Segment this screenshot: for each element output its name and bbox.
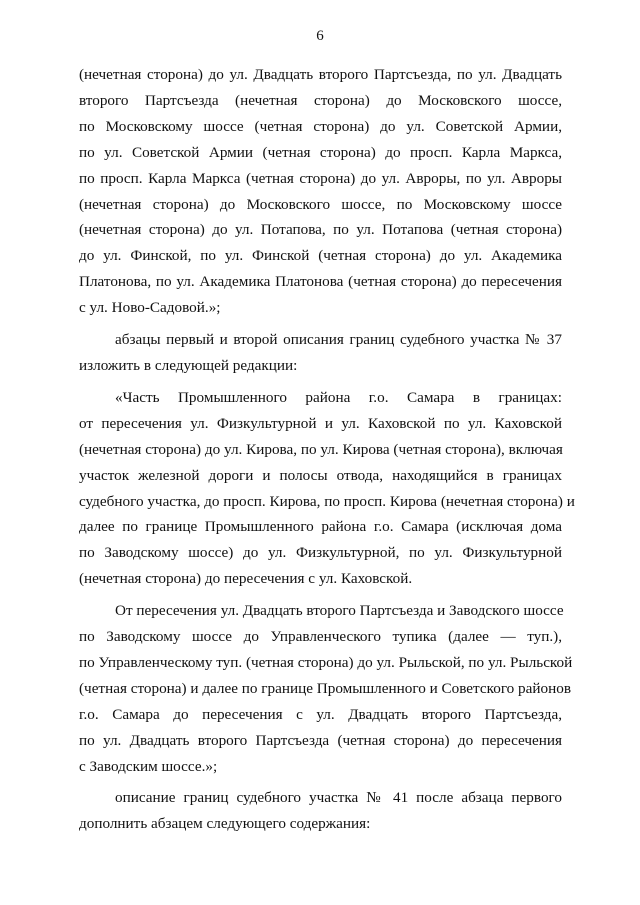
text-line: по просп. Карла Маркса (четная сторона) до ул. Авроры, по ул. Авроры: [79, 169, 562, 187]
paragraph-amendment-37: [79, 327, 562, 379]
text-line: с Заводским шоссе.»;: [79, 757, 218, 775]
page-number: 6: [316, 28, 324, 44]
paragraph-amendment-41: [79, 785, 562, 837]
text-line: (нечетная сторона) до ул. Двадцать второго Партсъезда, по ул. Двадцать: [79, 66, 562, 83]
text-line: От пересечения ул. Двадцать второго Партсъезда и Заводского шоссе: [115, 602, 564, 620]
paragraph-quote-part-one: [79, 385, 575, 592]
text-line: судебного участка, до просп. Кирова, по просп. Кирова (нечетная сторона) и: [79, 492, 575, 510]
text-line: (нечетная сторона) до ул. Потапова, по ул. Потапова (четная сторона): [79, 221, 562, 239]
text-line: (четная сторона) и далее по границе Промышленного и Советского районов: [79, 679, 572, 697]
text-line: второго Партсъезда (нечетная сторона) до Московского шоссе,: [79, 91, 562, 109]
text-line: по Заводскому шоссе до Управленческого тупика (далее — туп.),: [79, 628, 562, 646]
text-line: г.о. Самара до пересечения с ул. Двадцать второго Партсъезда,: [79, 705, 562, 723]
text-line: по ул. Советской Армии (четная сторона) до просп. Карла Маркса,: [79, 143, 562, 161]
text-line: по Управленческому туп. (четная сторона) до ул. Рыльской, по ул. Рыльской: [79, 653, 573, 671]
document-body: [79, 62, 575, 837]
text-line: по ул. Двадцать второго Партсъезда (четная сторона) до пересечения: [79, 731, 562, 749]
text-line: до ул. Финской, по ул. Финской (четная сторона) до ул. Академика: [79, 247, 562, 265]
text-line: «Часть Промышленного района г.о. Самара в границах:: [115, 388, 562, 406]
text-line: (нечетная сторона) до Московского шоссе, по Московскому шоссе: [79, 195, 562, 213]
text-line: изложить в следующей редакции:: [79, 356, 298, 374]
text-line: с ул. Ново-Садовой.»;: [79, 299, 221, 317]
paragraph-boundary-continuation: [79, 62, 562, 321]
text-line: (нечетная сторона) до пересечения с ул. Каховской.: [79, 570, 413, 588]
text-line: описание границ судебного участка № 41 после абзаца первого: [115, 789, 562, 807]
text-line: по Московскому шоссе (четная сторона) до ул. Советской Армии,: [79, 117, 562, 135]
text-line: абзацы первый и второй описания границ судебного участка № 37: [115, 331, 562, 349]
text-line: от пересечения ул. Физкультурной и ул. Каховской по ул. Каховской: [79, 414, 562, 432]
text-line: участок железной дороги и полосы отвода, находящийся в границах: [79, 466, 562, 484]
text-line: дополнить абзацем следующего содержания:: [79, 815, 371, 833]
text-line: Платонова, по ул. Академика Платонова (четная сторона) до пересечения: [79, 273, 562, 291]
text-line: (нечетная сторона) до ул. Кирова, по ул. Кирова (четная сторона), включая: [79, 440, 563, 458]
text-line: по Заводскому шоссе) до ул. Физкультурной, по ул. Физкультурной: [79, 544, 562, 562]
paragraph-quote-part-two: [79, 598, 573, 779]
text-line: далее по границе Промышленного района г.о. Самара (исключая дома: [79, 518, 562, 536]
